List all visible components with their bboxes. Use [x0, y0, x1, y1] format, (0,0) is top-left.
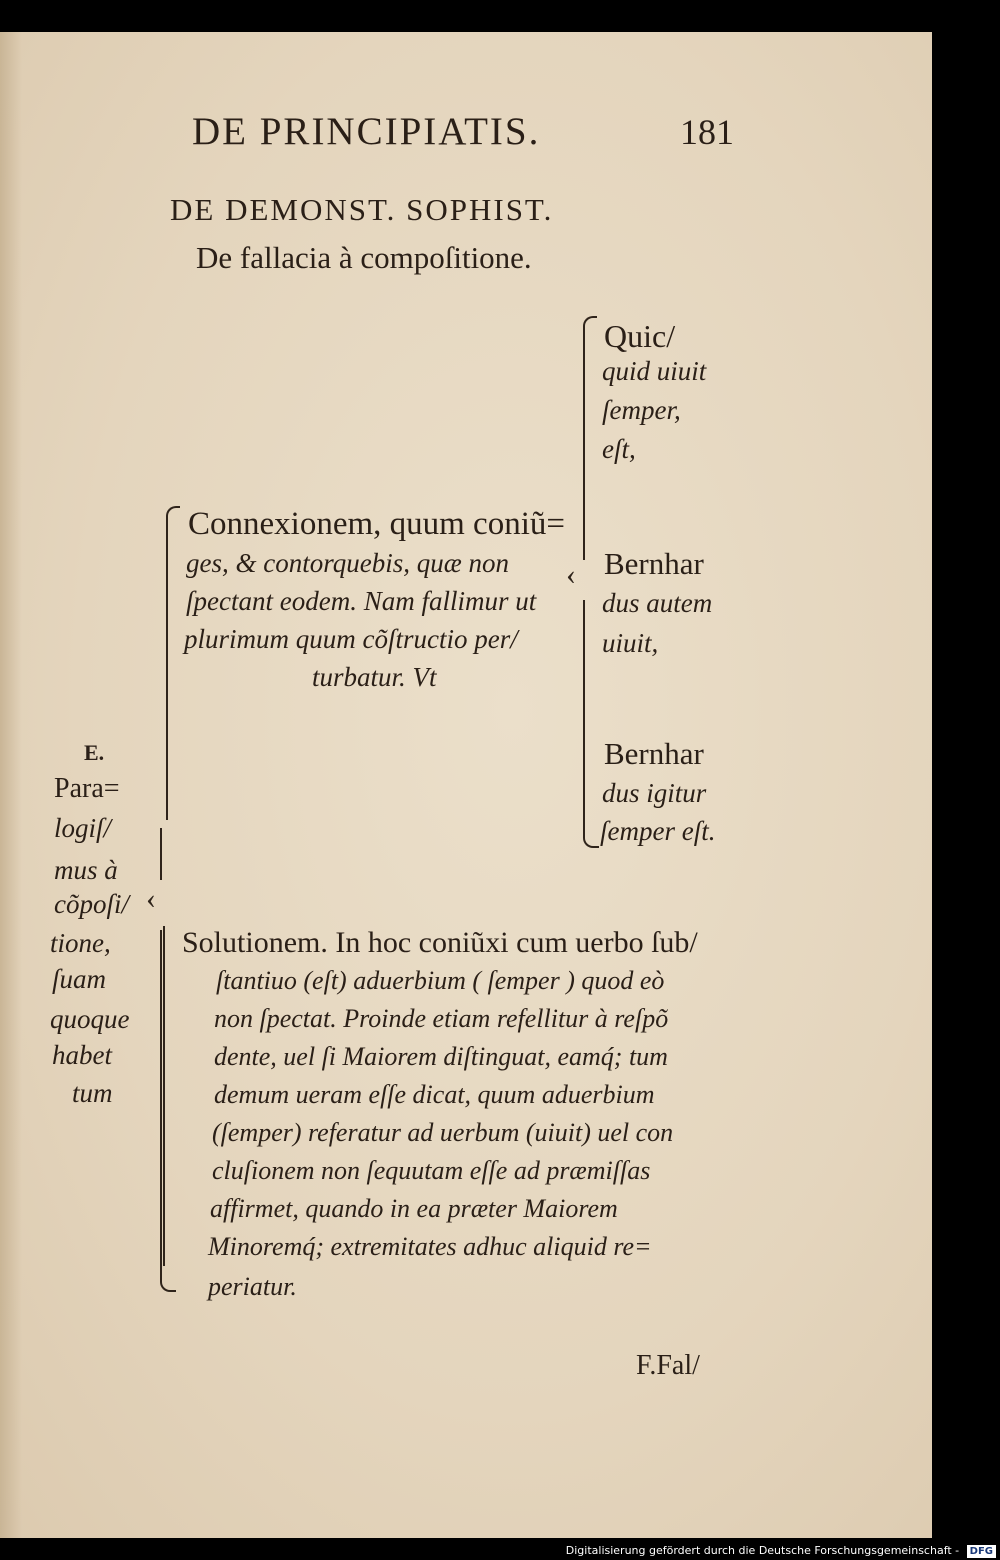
- solutio-line: non ſpectat. Proinde etiam refellitur à reſpõ: [214, 1004, 669, 1033]
- solutio-line: periatur.: [208, 1272, 297, 1301]
- margin-line: tione,: [50, 928, 111, 958]
- solutio-line: Minoremq́; extremitates adhuc aliquid re=: [208, 1232, 652, 1261]
- solutio-line: demum ueram eſſe dicat, quum aduerbium: [214, 1080, 655, 1109]
- margin-line: logiſ/: [54, 813, 112, 843]
- solutio-line: Solutionem. In hoc coniũxi cum uerbo ſub/: [182, 926, 698, 959]
- margin-line: cõpoſi/: [54, 889, 129, 919]
- syllogism-brace-bottom: [583, 826, 599, 848]
- page-gutter-shadow: [0, 32, 22, 1538]
- connexio-brace-top: [166, 506, 180, 528]
- margin-line: quoque: [50, 1004, 130, 1034]
- section-subtitle: De fallacia à compoſitione.: [196, 240, 532, 275]
- syllogism-conclusion-line: Bernhar: [604, 736, 704, 771]
- syllogism-minor-line: Bernhar: [604, 546, 704, 581]
- margin-line: ſuam: [52, 964, 106, 994]
- solutio-line: dente, uel ſi Maiorem diſtinguat, eamq́; tum: [214, 1042, 668, 1071]
- syllogism-brace-top: [583, 316, 597, 338]
- margin-line: tum: [72, 1078, 113, 1108]
- syllogism-major-line: Quic/: [604, 318, 676, 354]
- syllogism-conclusion-line: dus igitur: [602, 778, 707, 808]
- margin-line: Para=: [54, 773, 120, 804]
- syllogism-conclusion-line: ſemper eſt.: [600, 816, 716, 846]
- syllogism-brace-upper: [583, 330, 585, 560]
- connexio-line: turbatur. Vt: [312, 662, 437, 692]
- main-brace-point: ‹: [146, 882, 156, 915]
- digitization-credit: [566, 1544, 996, 1558]
- syllogism-major-line: ſemper,: [602, 395, 681, 425]
- section-title: DE DEMONST. SOPHIST.: [170, 192, 554, 227]
- margin-line: mus à: [54, 855, 118, 885]
- margin-line: habet: [52, 1040, 112, 1070]
- main-brace-upper: [160, 828, 162, 880]
- syllogism-brace-point: ‹: [566, 558, 576, 591]
- solutio-line: cluſionem non ſequutam eſſe ad præmiſſas: [212, 1156, 651, 1185]
- connexio-brace: [166, 520, 168, 820]
- syllogism-brace-lower: [583, 600, 585, 826]
- margin-letter: E.: [84, 740, 105, 765]
- syllogism-minor-line: uiuit,: [602, 628, 659, 658]
- connexio-line: plurimum quum cõſtructio per/: [184, 624, 518, 654]
- syllogism-minor-line: dus autem: [602, 588, 713, 618]
- main-brace-bottom: [160, 1270, 176, 1292]
- connexio-line: ſpectant eodem. Nam fallimur ut: [186, 586, 537, 616]
- dfg-logo: DFG: [967, 1545, 996, 1558]
- page-number: 181: [680, 112, 734, 152]
- solutio-brace: [163, 926, 165, 1266]
- connexio-line: Connexionem, quum coniũ=: [188, 506, 565, 542]
- main-brace-lower: [160, 930, 162, 1270]
- connexio-line: ges, & contorquebis, quæ non: [186, 548, 509, 578]
- syllogism-major-line: quid uiuit: [602, 356, 707, 386]
- solutio-line: affirmet, quando in ea præter Maiorem: [210, 1194, 618, 1223]
- solutio-line: (ſemper) referatur ad uerbum (uiuit) uel con: [212, 1118, 674, 1147]
- running-head: DE PRINCIPIATIS.: [192, 110, 541, 153]
- solutio-line: ſtantiuo (eſt) aduerbium ( ſemper ) quod eò: [216, 966, 665, 995]
- syllogism-major-line: eſt,: [602, 434, 636, 464]
- credit-text: Digitalisierung gefördert durch die Deutsche Forschungsgemeinschaft -: [565, 1544, 960, 1557]
- catchword: F.Fal/: [636, 1350, 700, 1381]
